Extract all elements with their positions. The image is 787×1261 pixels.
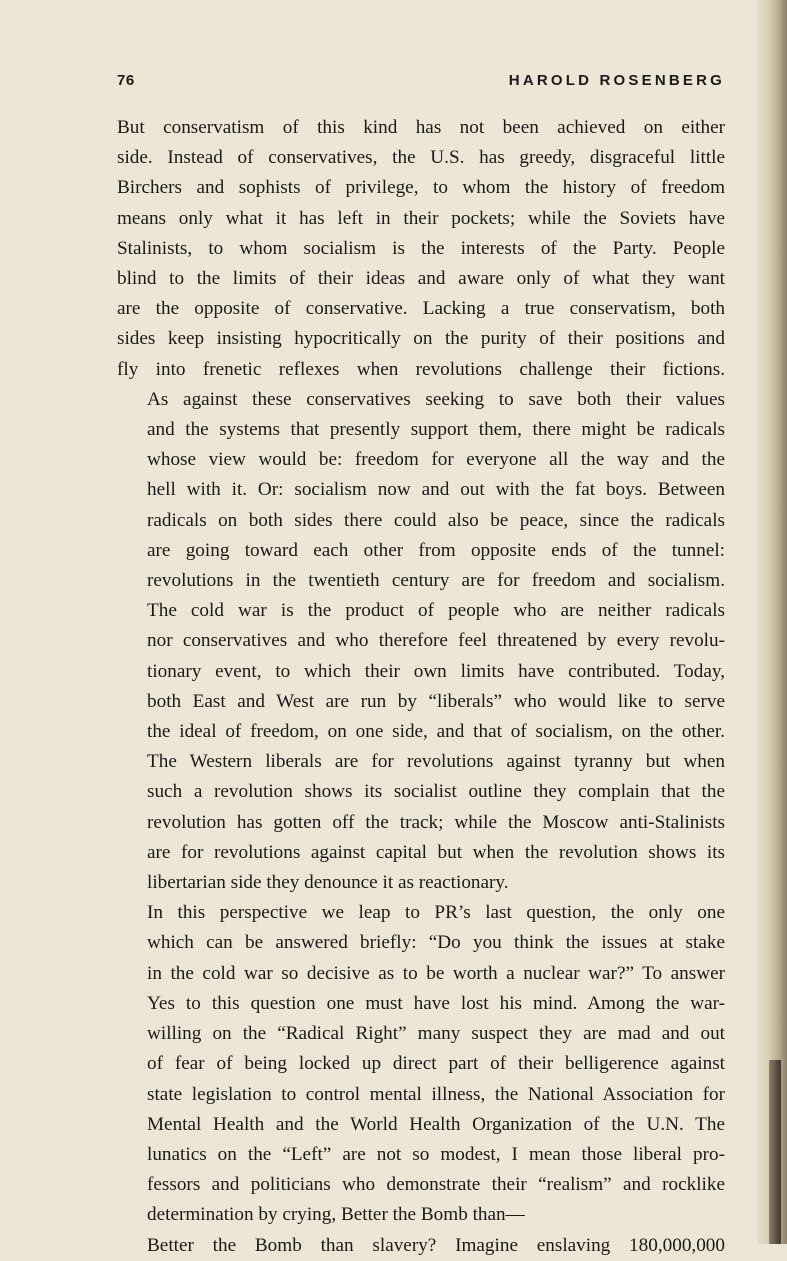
paragraph-3 xyxy=(117,596,725,898)
text-line: nor conservatives and who therefore feel threatened by every revolu- xyxy=(147,630,725,652)
text-line: Birchers and sophists of privilege, to whom the history of freedom xyxy=(117,177,725,199)
text-line: means only what it has left in their pockets; while the Soviets have xyxy=(117,207,725,229)
text-line: whose view would be: freedom for everyone all the way and the xyxy=(147,449,725,471)
text-line: such a revolution shows its socialist outline they complain that the xyxy=(147,781,725,803)
text-line: revolutions in the twentieth century are for freedom and socialism. xyxy=(147,570,725,592)
text-line: Stalinists, to whom socialism is the interests of the Party. People xyxy=(117,237,725,259)
text-line: revolution has gotten off the track; while the Moscow anti-Stalinists xyxy=(147,811,725,833)
text-line: determination by crying, Better the Bomb than— xyxy=(147,1204,525,1226)
paragraph-2 xyxy=(117,385,725,596)
text-line: both East and West are run by “liberals” who would like to serve xyxy=(147,690,725,712)
text-line: radicals on both sides there could also be peace, since the radicals xyxy=(147,509,725,531)
text-line: As against these conservatives seeking to save both their values xyxy=(147,388,725,410)
text-line: libertarian side they denounce it as reactionary. xyxy=(147,872,509,894)
text-line: hell with it. Or: socialism now and out with the fat boys. Between xyxy=(147,479,725,501)
text-line: which can be answered briefly: “Do you think the issues at stake xyxy=(147,932,725,954)
running-head xyxy=(117,72,725,94)
text-line: are for revolutions against capital but when the revolution shows its xyxy=(147,841,725,863)
running-title: HAROLD ROSENBERG xyxy=(508,72,725,89)
text-line: blind to the limits of their ideas and aware only of what they want xyxy=(117,268,725,290)
text-line: Yes to this question one must have lost his mind. Among the war- xyxy=(147,992,725,1014)
text-line: fessors and politicians who demonstrate their “realism” and rocklike xyxy=(147,1174,725,1196)
text-line: fly into frenetic reflexes when revolutions challenge their fictions. xyxy=(117,358,725,380)
text-line: Mental Health and the World Health Organization of the U.N. The xyxy=(147,1113,725,1135)
text-line: lunatics on the “Left” are not so modest, I mean those liberal pro- xyxy=(147,1143,725,1165)
text-line: are the opposite of conservative. Lacking a true conservatism, both xyxy=(117,298,725,320)
text-line: side. Instead of conservatives, the U.S. has greedy, disgraceful little xyxy=(117,147,725,169)
text-line: The cold war is the product of people who are neither radicals xyxy=(147,600,725,622)
text-line: The Western liberals are for revolutions against tyranny but when xyxy=(147,751,725,773)
paragraph-1 xyxy=(117,113,725,385)
text-line: the ideal of freedom, on one side, and that of socialism, on the other. xyxy=(147,721,725,743)
text-line: In this perspective we leap to PR’s last question, the only one xyxy=(147,902,725,924)
text-line: tionary event, to which their own limits have contributed. Today, xyxy=(147,660,725,682)
text-line: sides keep insisting hypocritically on the purity of their positions and xyxy=(117,328,725,350)
text-line: Better the Bomb than slavery? Imagine enslaving 180,000,000 xyxy=(147,1234,725,1256)
text-line: state legislation to control mental illness, the National Association for xyxy=(147,1083,725,1105)
page-number: 76 xyxy=(117,72,135,89)
page-edge-shadow xyxy=(757,0,787,1244)
body-text xyxy=(117,113,725,1261)
text-line: are going toward each other from opposite ends of the tunnel: xyxy=(147,539,725,561)
text-line: willing on the “Radical Right” many suspect they are mad and out xyxy=(147,1023,725,1045)
paragraph-5 xyxy=(117,1231,725,1261)
paragraph-4 xyxy=(117,898,725,1230)
text-line: in the cold war so decisive as to be worth a nuclear war?” To answer xyxy=(147,962,725,984)
text-line: But conservatism of this kind has not been achieved on either xyxy=(117,117,725,138)
text-line: and the systems that presently support them, there might be radicals xyxy=(147,419,725,441)
text-line: of fear of being locked up direct part of their belligerence against xyxy=(147,1053,725,1075)
